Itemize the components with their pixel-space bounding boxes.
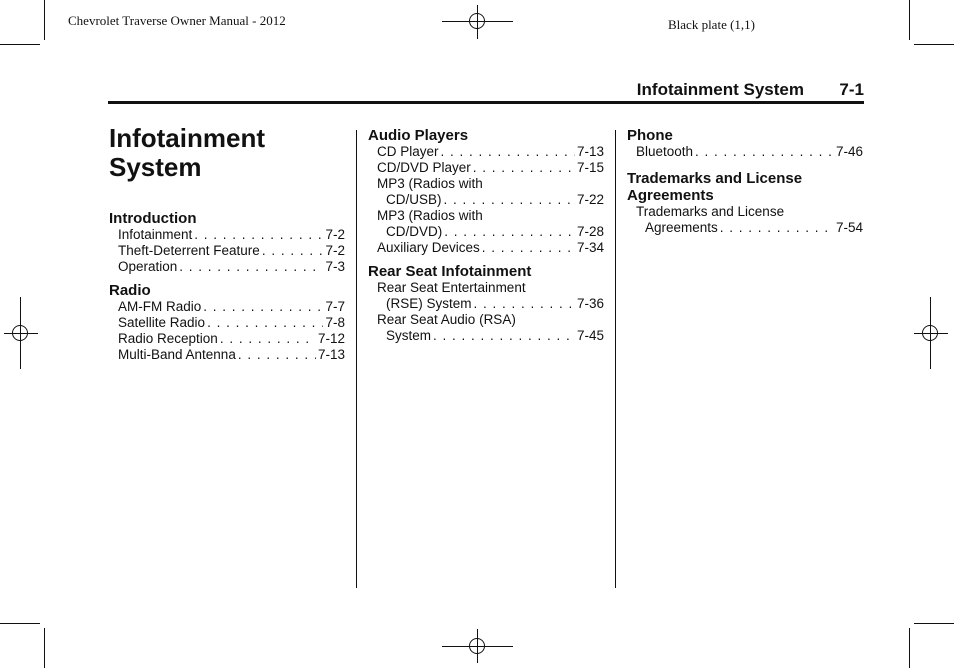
toc-entry-label: CD Player — [377, 144, 439, 159]
toc-entry-page: 7-8 — [325, 315, 345, 330]
page-number: 7-1 — [839, 80, 864, 99]
crop-mark — [44, 0, 45, 40]
toc-entry-page: 7-45 — [576, 328, 604, 343]
registration-circle — [469, 13, 485, 29]
toc-entry-page: 7-36 — [576, 296, 604, 311]
toc-entry-page: 7-15 — [576, 160, 604, 175]
manual-title: Chevrolet Traverse Owner Manual - 2012 — [68, 13, 286, 28]
toc-entry-label: Agreements — [645, 220, 718, 235]
leader-dots — [262, 243, 324, 259]
leader-dots — [695, 144, 834, 160]
toc-entry-label: CD/DVD Player — [377, 160, 471, 175]
toc-entry-page: 7-22 — [576, 192, 604, 207]
registration-circle — [12, 325, 28, 341]
toc-entry[interactable] — [377, 192, 604, 208]
section-heading-radio: Radio — [109, 282, 151, 299]
toc-entry-page: 7-13 — [317, 347, 345, 362]
toc-entry-label: AM-FM Radio — [118, 299, 202, 314]
crop-mark — [44, 628, 45, 668]
toc-entry-page: 7-3 — [325, 259, 345, 274]
leader-dots — [444, 192, 575, 208]
toc-entry-label: System — [386, 328, 432, 343]
toc-entry-label: CD/USB) — [386, 192, 442, 207]
section-heading-audio-players: Audio Players — [368, 127, 469, 144]
toc-entry-label: Operation — [118, 259, 178, 274]
leader-dots — [220, 331, 316, 347]
toc-column-2 — [368, 127, 604, 344]
toc-entry-label: Auxiliary Devices — [377, 240, 480, 255]
toc-entry-page: 7-2 — [325, 243, 345, 258]
toc-entry[interactable] — [636, 220, 863, 236]
toc-entry-label: Theft-Deterrent Feature — [118, 243, 260, 258]
leader-dots — [194, 227, 323, 243]
toc-entry-label[interactable]: MP3 (Radios with — [377, 208, 483, 223]
toc-entry-page: 7-7 — [325, 299, 345, 314]
toc-entry[interactable] — [377, 240, 604, 256]
crop-mark — [909, 628, 910, 668]
toc-entry-page: 7-28 — [576, 224, 604, 239]
toc-entry-page: 7-2 — [325, 227, 345, 242]
running-title: Infotainment System — [636, 80, 804, 99]
crop-mark — [909, 0, 910, 40]
toc-entry-label[interactable]: MP3 (Radios with — [377, 176, 483, 191]
leader-dots — [444, 224, 575, 240]
toc-entry-page: 7-34 — [576, 240, 604, 255]
crop-mark — [0, 623, 40, 624]
toc-entry-label: Multi-Band Antenna — [118, 347, 236, 362]
section-heading-rear-seat-infotainment: Rear Seat Infotainment — [368, 263, 532, 280]
leader-dots — [433, 328, 575, 344]
chapter-title-line: System — [109, 152, 202, 182]
toc-entry-label[interactable]: Rear Seat Audio (RSA) — [377, 312, 516, 327]
chapter-title — [109, 124, 349, 182]
chapter-title-line: Infotainment — [109, 123, 265, 153]
crop-mark — [0, 44, 40, 45]
toc-entry[interactable] — [118, 243, 345, 259]
registration-circle — [469, 638, 485, 654]
column-divider — [615, 130, 616, 588]
toc-entry-page: 7-46 — [835, 144, 863, 159]
toc-entry[interactable] — [377, 224, 604, 240]
section-heading-phone: Phone — [627, 127, 673, 144]
toc-entry-label: Infotainment — [118, 227, 193, 242]
section-heading-introduction: Introduction — [109, 210, 197, 227]
leader-dots — [720, 220, 834, 236]
leader-dots — [207, 315, 323, 331]
toc-entry-label: (RSE) System — [386, 296, 472, 311]
toc-entry[interactable] — [118, 299, 345, 315]
crop-mark — [914, 623, 954, 624]
toc-entry[interactable] — [377, 296, 604, 312]
registration-circle — [922, 325, 938, 341]
toc-entry-label[interactable]: Trademarks and License — [636, 204, 785, 219]
header-rule — [108, 101, 864, 104]
toc-entry[interactable] — [377, 328, 604, 344]
toc-entry[interactable] — [118, 259, 345, 275]
toc-entry[interactable] — [118, 331, 345, 347]
toc-column-1 — [109, 210, 345, 363]
toc-entry-label: Bluetooth — [636, 144, 694, 159]
toc-entry-page: 7-12 — [317, 331, 345, 346]
toc-entry[interactable] — [377, 144, 604, 160]
toc-column-3 — [627, 127, 863, 236]
leader-dots — [482, 240, 575, 256]
leader-dots — [179, 259, 323, 275]
section-heading-trademarks: Agreements — [627, 187, 714, 204]
column-divider — [356, 130, 357, 588]
leader-dots — [473, 160, 575, 176]
leader-dots — [474, 296, 575, 312]
toc-entry-label: Satellite Radio — [118, 315, 206, 330]
toc-entry-label[interactable]: Rear Seat Entertainment — [377, 280, 526, 295]
leader-dots — [238, 347, 316, 363]
plate-label: Black plate (1,1) — [668, 17, 755, 32]
toc-entry[interactable] — [118, 347, 345, 363]
toc-entry[interactable] — [118, 227, 345, 243]
toc-entry-page: 7-54 — [835, 220, 863, 235]
crop-mark — [914, 44, 954, 45]
toc-entry-page: 7-13 — [576, 144, 604, 159]
leader-dots — [203, 299, 323, 315]
toc-entry[interactable] — [118, 315, 345, 331]
toc-entry-label: Radio Reception — [118, 331, 218, 346]
leader-dots — [441, 144, 575, 160]
toc-entry[interactable] — [636, 144, 863, 160]
section-heading-trademarks: Trademarks and License — [627, 170, 803, 187]
toc-entry-label: CD/DVD) — [386, 224, 443, 239]
toc-entry[interactable] — [377, 160, 604, 176]
